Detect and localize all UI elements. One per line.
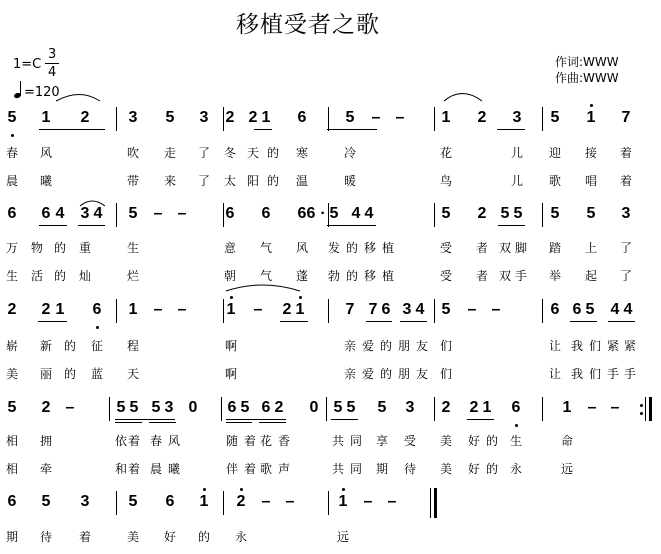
- lyric-char: 春: [5, 146, 18, 160]
- note-numeral: 1: [586, 109, 596, 126]
- note-numeral: 5: [585, 301, 595, 318]
- lyric-char: 踏: [548, 241, 561, 255]
- lyric-char: 重: [78, 241, 91, 255]
- note-numeral: 6: [550, 301, 560, 318]
- note-numeral: 6: [225, 205, 235, 222]
- lyric-char: 脚: [514, 241, 527, 255]
- note-numeral: 1: [199, 493, 209, 510]
- lyric-char: 蓝: [90, 367, 103, 381]
- lyric-char: 风: [167, 434, 180, 448]
- note-numeral: 5: [7, 109, 17, 126]
- lyric-char: 新: [39, 339, 52, 353]
- lyric-char: 上: [584, 241, 597, 255]
- note-numeral: 2: [225, 109, 235, 126]
- lyric-char: 友: [415, 339, 428, 353]
- note-numeral: 5: [346, 399, 356, 416]
- note-numeral: 4: [351, 205, 361, 222]
- lyric-char: 紧: [606, 339, 619, 353]
- lyric-char: 来: [163, 174, 176, 188]
- lyric-char: 意: [223, 241, 236, 255]
- lyric-char: 紧: [623, 339, 636, 353]
- lyric-char: 美: [5, 367, 18, 381]
- dash-mark: –: [153, 301, 163, 318]
- dash-mark: –: [153, 205, 163, 222]
- note-numeral: 5: [151, 399, 161, 416]
- time-signature-top: 3: [48, 47, 57, 62]
- note-numeral: ·: [320, 205, 326, 222]
- note-numeral: 2: [248, 109, 258, 126]
- lyric-char: 太: [223, 174, 236, 188]
- lyric-char: 声: [277, 462, 290, 476]
- note-numeral: 6: [572, 301, 582, 318]
- note-numeral: 4: [93, 205, 103, 222]
- note-numeral: 1: [482, 399, 492, 416]
- lyric-char: 举: [548, 269, 561, 283]
- lyric-char: 冷: [343, 146, 356, 160]
- lyric-char: 相: [5, 434, 18, 448]
- note-numeral: 3: [80, 205, 90, 222]
- lyric-char: 双: [498, 269, 511, 283]
- lyric-char: 好: [467, 462, 480, 476]
- dash-mark: –: [395, 109, 405, 126]
- lyric-char: 同: [349, 434, 362, 448]
- note-numeral: 3: [512, 109, 522, 126]
- note-numeral: 6: [297, 205, 307, 222]
- note-numeral: 5: [329, 205, 339, 222]
- lyric-char: 着: [619, 146, 632, 160]
- lyric-char: 活: [30, 269, 43, 283]
- lyric-char: 受: [403, 434, 416, 448]
- lyric-char: 烂: [126, 269, 139, 283]
- note-numeral: 5: [513, 205, 523, 222]
- note-numeral: 2: [7, 301, 17, 318]
- lyric-char: 手: [514, 269, 527, 283]
- lyric-char: 命: [560, 434, 573, 448]
- lyric-char: 待: [403, 462, 416, 476]
- dash-mark: –: [587, 399, 597, 416]
- slur-mark: [444, 94, 482, 102]
- lyric-char: 远: [336, 530, 349, 544]
- lyric-char: 生: [509, 434, 522, 448]
- note-numeral: 1: [441, 109, 451, 126]
- note-numeral: 2: [477, 205, 487, 222]
- note-numeral: 2: [80, 109, 90, 126]
- lyric-char: 花: [259, 434, 272, 448]
- lyric-char: 受: [439, 269, 452, 283]
- note-numeral: 2: [282, 301, 292, 318]
- lyric-char: 风: [39, 146, 52, 160]
- note-numeral: 2: [441, 399, 451, 416]
- lyric-char: 儿: [510, 146, 523, 160]
- lyric-char: 双: [498, 241, 511, 255]
- lyric-char: 走: [163, 146, 176, 160]
- note-numeral: 1: [128, 301, 138, 318]
- lyric-char: 共: [331, 462, 344, 476]
- song-title: 移植受者之歌: [236, 12, 380, 38]
- lyric-char: 花: [439, 146, 452, 160]
- lyric-char: 歌: [259, 462, 272, 476]
- lyric-char: 期: [5, 530, 18, 544]
- slur-mark: [80, 201, 105, 206]
- lyric-char: 手: [606, 367, 619, 381]
- lyric-char: 暖: [343, 174, 356, 188]
- note-numeral: 6: [41, 205, 51, 222]
- lyric-char: 的: [63, 339, 76, 353]
- note-numeral: 4: [610, 301, 620, 318]
- lyric-char: 待: [39, 530, 52, 544]
- note-numeral: 5: [240, 399, 250, 416]
- lyric-char: 了: [619, 241, 632, 255]
- note-numeral: 7: [345, 301, 355, 318]
- dash-mark: –: [387, 493, 397, 510]
- lyric-char: 植: [381, 241, 394, 255]
- note-numeral: 0: [309, 399, 319, 416]
- lyric-char: 的: [379, 367, 392, 381]
- note-numeral: 4: [364, 205, 374, 222]
- note-numeral: 5: [7, 399, 17, 416]
- lyric-char: 好: [467, 434, 480, 448]
- lyric-char: 移: [363, 269, 376, 283]
- note-numeral: 1: [562, 399, 572, 416]
- lyric-char: 鸟: [439, 174, 452, 188]
- slur-mark: [56, 95, 100, 102]
- dash-mark: –: [65, 399, 75, 416]
- lyric-char: 朋: [397, 367, 410, 381]
- note-numeral: 6: [261, 205, 271, 222]
- lyric-char: 儿: [510, 174, 523, 188]
- lyric-char: 曦: [39, 174, 52, 188]
- lyric-char: 们: [588, 367, 601, 381]
- note-numeral: 3: [405, 399, 415, 416]
- note-numeral: 2: [274, 399, 284, 416]
- note-numeral: 6: [297, 109, 307, 126]
- dash-mark: –: [261, 493, 271, 510]
- composer-credit: 作曲:WWW: [555, 71, 619, 85]
- lyric-char: 起: [584, 269, 597, 283]
- lyric-char: 的: [197, 530, 210, 544]
- lyric-char: 了: [619, 269, 632, 283]
- lyric-char: 唱: [584, 174, 597, 188]
- lyric-char: 灿: [78, 269, 91, 283]
- lyric-char: 风: [295, 241, 308, 255]
- note-numeral: 6: [92, 301, 102, 318]
- lyric-char: 香: [277, 434, 290, 448]
- lyric-char: 让: [548, 367, 561, 381]
- note-numeral: 2: [469, 399, 479, 416]
- lyric-char: 同: [349, 462, 362, 476]
- note-numeral: 3: [80, 493, 90, 510]
- note-numeral: 4: [623, 301, 633, 318]
- lyric-char: 者: [475, 269, 488, 283]
- tempo-marking: =120: [24, 85, 60, 100]
- lyric-char: 天: [246, 146, 259, 160]
- lyric-char: 的: [379, 339, 392, 353]
- lyric-char: 着: [243, 434, 256, 448]
- lyric-char: 气: [259, 269, 272, 283]
- lyric-char: 的: [485, 462, 498, 476]
- lyric-char: 生: [5, 269, 18, 283]
- lyric-char: 阳: [246, 174, 259, 188]
- note-numeral: 2: [236, 493, 246, 510]
- note-numeral: 6: [381, 301, 391, 318]
- lyric-char: 带: [126, 174, 139, 188]
- note-numeral: 2: [41, 399, 51, 416]
- lyric-char: 植: [381, 269, 394, 283]
- lyric-char: 美: [439, 462, 452, 476]
- lyric-char: 程: [126, 339, 139, 353]
- lyric-char: 爱: [361, 339, 374, 353]
- lyric-char: 春: [149, 434, 162, 448]
- slur-mark: [226, 285, 300, 291]
- lyric-char: 者: [475, 241, 488, 255]
- lyric-char: 着: [127, 434, 140, 448]
- lyric-char: 远: [560, 462, 573, 476]
- lyric-char: 友: [415, 367, 428, 381]
- lyric-char: 期: [375, 462, 388, 476]
- note-numeral: 7: [368, 301, 378, 318]
- note-numeral: 3: [621, 205, 631, 222]
- lyric-char: 着: [243, 462, 256, 476]
- note-numeral: 5: [41, 493, 51, 510]
- note-numeral: 5: [586, 205, 596, 222]
- lyric-char: 和: [114, 462, 127, 476]
- lyric-char: 温: [295, 174, 308, 188]
- lyric-char: 生: [126, 241, 139, 255]
- lyric-char: 手: [623, 367, 636, 381]
- lyric-char: 晨: [5, 174, 18, 188]
- lyric-char: 着: [127, 462, 140, 476]
- lyric-char: 吹: [126, 146, 139, 160]
- lyric-char: 受: [439, 241, 452, 255]
- lyric-char: 亲: [343, 367, 356, 381]
- lyric-char: 的: [266, 146, 279, 160]
- lyric-char: 着: [619, 174, 632, 188]
- note-numeral: 6: [7, 205, 17, 222]
- lyric-char: 随: [225, 434, 238, 448]
- lyric-char: 的: [266, 174, 279, 188]
- note-numeral: 5: [441, 301, 451, 318]
- dash-mark: –: [285, 493, 295, 510]
- lyric-char: 歌: [548, 174, 561, 188]
- note-numeral: 4: [415, 301, 425, 318]
- note-numeral: 4: [55, 205, 65, 222]
- note-numeral: 0: [188, 399, 198, 416]
- note-numeral: 1: [338, 493, 348, 510]
- lyric-char: 的: [345, 269, 358, 283]
- time-signature-bottom: 4: [48, 65, 57, 80]
- note-numeral: 6: [227, 399, 237, 416]
- note-numeral: 1: [55, 301, 65, 318]
- note-numeral: 5: [441, 205, 451, 222]
- lyric-char: 享: [375, 434, 388, 448]
- lyric-char: 的: [53, 269, 66, 283]
- lyric-char: 永: [234, 530, 247, 544]
- lyric-char: 曦: [167, 462, 180, 476]
- lyric-char: 物: [30, 241, 43, 255]
- note-numeral: 5: [333, 399, 343, 416]
- lyric-char: 朋: [397, 339, 410, 353]
- lyric-char: 我: [570, 367, 583, 381]
- note-numeral: 1: [226, 301, 236, 318]
- dash-mark: –: [253, 301, 263, 318]
- lyric-char: 的: [345, 241, 358, 255]
- lyric-char: 相: [5, 462, 18, 476]
- note-numeral: 1: [295, 301, 305, 318]
- lyric-char: 永: [509, 462, 522, 476]
- lyric-char: 爱: [361, 367, 374, 381]
- lyric-char: 蓬: [295, 269, 308, 283]
- lyric-char: 迎: [548, 146, 561, 160]
- lyric-char: 的: [485, 434, 498, 448]
- note-numeral: 6: [306, 205, 316, 222]
- lyric-char: 接: [584, 146, 597, 160]
- note-numeral: 6: [511, 399, 521, 416]
- lyric-char: 啊: [224, 367, 237, 381]
- note-numeral: 3: [402, 301, 412, 318]
- note-numeral: 6: [261, 399, 271, 416]
- lyric-char: 了: [197, 146, 210, 160]
- lyric-char: 共: [331, 434, 344, 448]
- lyricist-credit: 作词:WWW: [555, 55, 619, 69]
- lyric-char: 亲: [343, 339, 356, 353]
- note-numeral: 5: [129, 399, 139, 416]
- lyric-char: 万: [5, 241, 18, 255]
- note-numeral: 3: [164, 399, 174, 416]
- note-numeral: 6: [7, 493, 17, 510]
- lyric-char: 让: [548, 339, 561, 353]
- note-numeral: 5: [116, 399, 126, 416]
- note-numeral: 1: [41, 109, 51, 126]
- note-numeral: 3: [128, 109, 138, 126]
- note-numeral: 5: [500, 205, 510, 222]
- lyric-char: 着: [78, 530, 91, 544]
- lyric-char: 气: [259, 241, 272, 255]
- lyric-char: 冬: [223, 146, 236, 160]
- lyric-char: 天: [126, 367, 139, 381]
- note-numeral: 7: [621, 109, 631, 126]
- lyric-char: 的: [53, 241, 66, 255]
- note-numeral: 5: [550, 109, 560, 126]
- lyric-char: 我: [570, 339, 583, 353]
- lyric-char: 依: [114, 434, 127, 448]
- key-signature: 1=C: [13, 57, 42, 72]
- note-numeral: 2: [477, 109, 487, 126]
- lyric-char: 牵: [39, 462, 52, 476]
- lyric-char: 好: [163, 530, 176, 544]
- lyric-char: 美: [439, 434, 452, 448]
- lyric-char: 勃: [327, 269, 340, 283]
- note-numeral: 2: [41, 301, 51, 318]
- lyric-char: 拥: [39, 434, 52, 448]
- note-numeral: 6: [165, 493, 175, 510]
- lyric-char: 发: [327, 241, 340, 255]
- note-numeral: 5: [345, 109, 355, 126]
- note-numeral: 5: [128, 205, 138, 222]
- dash-mark: –: [363, 493, 373, 510]
- note-numeral: 5: [128, 493, 138, 510]
- lyric-char: 的: [63, 367, 76, 381]
- lyric-char: 晨: [149, 462, 162, 476]
- lyric-char: 们: [439, 367, 452, 381]
- lyric-char: 寒: [295, 146, 308, 160]
- note-numeral: 3: [199, 109, 209, 126]
- dash-mark: –: [371, 109, 381, 126]
- lyric-char: 移: [363, 241, 376, 255]
- note-numeral: 5: [377, 399, 387, 416]
- lyric-char: 美: [126, 530, 139, 544]
- note-numeral: 5: [550, 205, 560, 222]
- dash-mark: –: [177, 301, 187, 318]
- dash-mark: –: [177, 205, 187, 222]
- lyric-char: 丽: [39, 367, 52, 381]
- dash-mark: –: [491, 301, 501, 318]
- lyric-char: 朝: [223, 269, 236, 283]
- lyric-char: 们: [588, 339, 601, 353]
- lyric-char: 啊: [224, 339, 237, 353]
- lyric-char: 们: [439, 339, 452, 353]
- note-numeral: 5: [165, 109, 175, 126]
- lyric-char: 征: [90, 339, 103, 353]
- dash-mark: –: [610, 399, 620, 416]
- dash-mark: –: [467, 301, 477, 318]
- lyric-char: 伴: [225, 462, 238, 476]
- lyric-char: 崭: [5, 339, 18, 353]
- lyric-char: 了: [197, 174, 210, 188]
- note-numeral: 1: [261, 109, 271, 126]
